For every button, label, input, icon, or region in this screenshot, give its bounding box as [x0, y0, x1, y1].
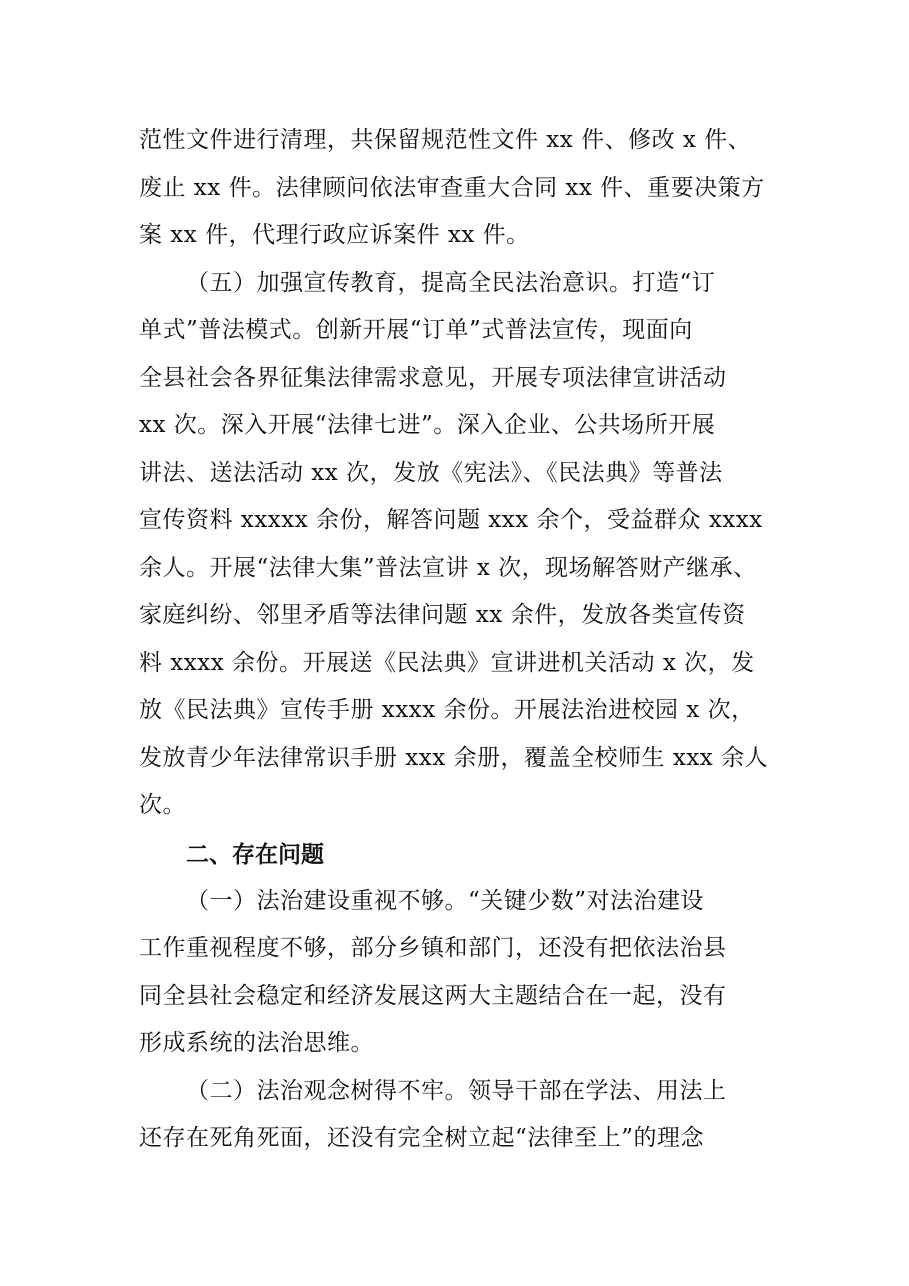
- body-text-line: 案 xx 件，代理行政应诉案件 xx 件。: [139, 222, 530, 248]
- body-text-line: 废止 xx 件。法律顾问依法审查重大合同 xx 件、重要决策方: [139, 175, 765, 201]
- body-text-line: 讲法、送法活动 xx 次，发放《宪法》、《民法典》等普法: [139, 460, 723, 486]
- body-text-line: 工作重视程度不够，部分乡镇和部门，还没有把依法治县: [139, 935, 727, 961]
- body-text-line: 还存在死角死面，还没有完全树立起“法律至上”的理念: [139, 1125, 705, 1151]
- body-text-line: 家庭纠纷、邻里矛盾等法律问题 xx 余件，发放各类宣传资: [139, 602, 746, 628]
- paragraph-start-line: （一）法治建设重视不够。“关键少数”对法治建设: [186, 888, 705, 914]
- body-text-line: 同全县社会稳定和经济发展这两大主题结合在一起，没有: [139, 983, 727, 1009]
- body-text-line: xx 次。深入开展“法律七进”。深入企业、公共场所开展: [139, 412, 716, 438]
- body-text-line: 范性文件进行清理，共保留规范性文件 xx 件、修改 x 件、: [139, 127, 752, 153]
- paragraph-start-line: （二）法治观念树得不牢。领导干部在学法、用法上: [186, 1078, 727, 1104]
- body-text-line: 余人。开展“法律大集”普法宣讲 x 次，现场解答财产继承、: [139, 555, 757, 581]
- body-text-line: 放《民法典》宣传手册 xxxx 余份。开展法治进校园 x 次，: [139, 697, 755, 723]
- body-text-line: 全县社会各界征集法律需求意见，开展专项法律宣讲活动: [139, 365, 727, 391]
- section-heading: 二、存在问题: [186, 842, 324, 868]
- body-text-line: 宣传资料 xxxxx 余份，解答问题 xxx 余个，受益群众 xxxx: [139, 507, 763, 533]
- body-text-line: 次。: [139, 792, 186, 818]
- body-text-line: 形成系统的法治思维。: [139, 1030, 374, 1056]
- paragraph-start-line: （五）加强宣传教育，提高全民法治意识。打造“订: [186, 270, 716, 296]
- body-text-line: 料 xxxx 余份。开展送《民法典》宣讲进机关活动 x 次，发: [139, 650, 755, 676]
- body-text-line: 单式”普法模式。创新开展“订单”式普法宣传，现面向: [139, 317, 693, 343]
- body-text-line: 发放青少年法律常识手册 xxx 余册，覆盖全校师生 xxx 余人: [139, 745, 769, 771]
